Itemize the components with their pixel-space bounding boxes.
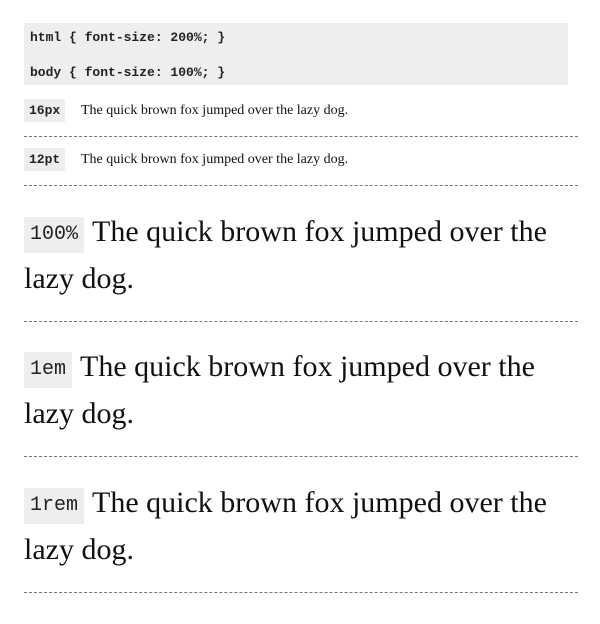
unit-badge: 12pt (24, 148, 65, 171)
sample-paragraph (24, 343, 578, 437)
sample-row-1rem (24, 471, 578, 593)
sample-text: The quick brown fox jumped over the lazy dog. (24, 486, 547, 566)
unit-badge: 1rem (24, 488, 84, 524)
sample-row-1em (24, 335, 578, 457)
sample-row-100-percent (24, 200, 578, 322)
css-code-block (24, 23, 568, 85)
sample-row-12pt (24, 146, 578, 186)
unit-badge: 100% (24, 217, 84, 253)
sample-paragraph (24, 479, 578, 573)
sample-row-16px (24, 97, 578, 137)
sample-text: The quick brown fox jumped over the lazy dog. (81, 103, 349, 118)
unit-badge: 16px (24, 99, 65, 122)
code-line-html: html { font-size: 200%; } (30, 30, 226, 45)
code-line-body: body { font-size: 100%; } (30, 65, 226, 80)
sample-text: The quick brown fox jumped over the lazy dog. (24, 215, 547, 295)
sample-paragraph (24, 208, 578, 302)
sample-text: The quick brown fox jumped over the lazy dog. (81, 152, 349, 167)
unit-badge: 1em (24, 352, 72, 388)
sample-text: The quick brown fox jumped over the lazy dog. (24, 350, 535, 430)
